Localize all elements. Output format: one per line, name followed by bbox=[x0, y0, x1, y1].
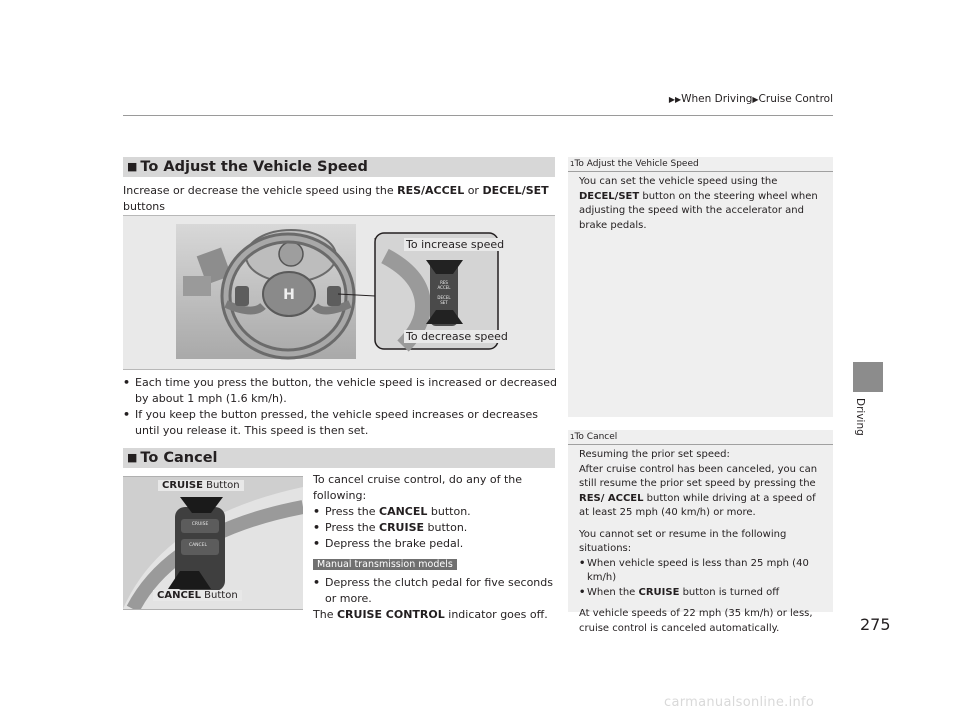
list-item: • Depress the brake pedal. bbox=[313, 536, 558, 552]
text: To Adjust the Vehicle Speed bbox=[574, 159, 699, 169]
chapter-tab-label: Driving bbox=[854, 398, 866, 436]
square-bullet-icon: ■ bbox=[127, 160, 138, 173]
text: RES bbox=[440, 280, 448, 285]
section-heading-cancel bbox=[123, 448, 555, 468]
text: buttons bbox=[123, 200, 166, 213]
text: button is turned off bbox=[679, 586, 780, 598]
list-item bbox=[313, 504, 558, 520]
text: To Cancel bbox=[574, 432, 618, 442]
text: When the bbox=[587, 586, 639, 598]
decel-set-term: DECEL/SET bbox=[482, 184, 549, 197]
text: Press the bbox=[325, 521, 379, 534]
note-ref-icon: 1 bbox=[570, 433, 575, 441]
chapter-tab[interactable] bbox=[853, 362, 883, 392]
list-item bbox=[579, 586, 825, 601]
manual-transmission-badge: Manual transmission models bbox=[313, 559, 457, 570]
text: RES/ ACCEL bbox=[579, 492, 644, 504]
note-bullets bbox=[579, 557, 825, 601]
cancel-steps bbox=[313, 504, 558, 552]
note-title bbox=[568, 157, 833, 171]
text: button. bbox=[427, 505, 471, 518]
text: At vehicle speeds of 22 mph (35 km/h) or less, cruise control is canceled automatically. bbox=[579, 608, 813, 634]
cruise-button-label bbox=[158, 480, 244, 491]
note-body bbox=[568, 445, 833, 636]
header-divider bbox=[123, 115, 833, 116]
breadcrumb bbox=[669, 93, 833, 105]
watermark: carmanualsonline.info bbox=[664, 695, 815, 710]
square-bullet-icon: ■ bbox=[127, 451, 138, 464]
cancel-intro: To cancel cruise control, do any of the following: bbox=[313, 473, 522, 502]
list-item bbox=[313, 520, 558, 536]
text: SET bbox=[440, 300, 448, 305]
text: CANCEL bbox=[157, 590, 201, 601]
text: Button bbox=[201, 590, 238, 601]
arrow-icon: ▶ bbox=[752, 95, 759, 104]
res-accel-term: RES/ACCEL bbox=[397, 184, 465, 197]
list-item: • When vehicle speed is less than 25 mph (40 km/h) bbox=[579, 557, 825, 586]
note-cancel bbox=[568, 430, 833, 634]
text: button while driving at a speed of at least 25 mph (40 km/h) or more. bbox=[579, 492, 816, 518]
cruise-buttons-illustration bbox=[123, 476, 303, 610]
manual-steps bbox=[313, 575, 558, 607]
breadcrumb-item-cruise-control[interactable]: Cruise Control bbox=[758, 93, 833, 105]
text: indicator goes off. bbox=[444, 608, 548, 621]
list-item: • Depress the clutch pedal for five seconds or more. bbox=[313, 575, 558, 607]
list-item: • Each time you press the button, the vehicle speed is increased or decreased by about 1 mph (1.6 km/h). bbox=[123, 375, 563, 407]
text: Increase or decrease the vehicle speed using the bbox=[123, 184, 398, 197]
text: ACCEL bbox=[437, 285, 451, 290]
text: After cruise control has been canceled, you can still resume the prior set speed by pressing the bbox=[579, 463, 818, 489]
note-ref-icon: 1 bbox=[570, 160, 575, 168]
text: button on the steering wheel when adjusting the speed with the accelerator and brake pedals. bbox=[579, 190, 818, 231]
cancel-instructions bbox=[313, 472, 558, 623]
text: DECEL/SET bbox=[579, 190, 640, 202]
text: Press the bbox=[325, 505, 379, 518]
page-number: 275 bbox=[860, 615, 891, 634]
text bbox=[579, 463, 825, 521]
decel-set-button bbox=[437, 295, 451, 305]
increase-speed-label: To increase speed bbox=[406, 238, 505, 251]
note-body bbox=[568, 172, 833, 233]
arrow-icon: ▶▶ bbox=[668, 95, 682, 104]
cancel-result bbox=[313, 607, 558, 623]
section-heading-adjust bbox=[123, 157, 555, 177]
text: DECEL bbox=[437, 295, 451, 300]
section-title: To Cancel bbox=[140, 450, 218, 466]
cancel-button: CANCEL bbox=[188, 543, 208, 548]
note-adjust bbox=[568, 157, 833, 417]
text: Resuming the prior set speed: bbox=[579, 449, 730, 460]
text: You can set the vehicle speed using the bbox=[579, 176, 778, 187]
cruise-button: CRUISE bbox=[191, 522, 209, 527]
text: button. bbox=[424, 521, 468, 534]
section-title: To Adjust the Vehicle Speed bbox=[140, 159, 368, 175]
breadcrumb-item-when-driving[interactable]: When Driving bbox=[681, 93, 753, 105]
adjust-bullets bbox=[123, 375, 563, 439]
text: CRUISE bbox=[638, 586, 680, 598]
text: CANCEL bbox=[379, 505, 428, 518]
text: CRUISE bbox=[379, 521, 425, 534]
text: You cannot set or resume in the following situations: bbox=[579, 528, 787, 554]
text: Button bbox=[202, 480, 240, 491]
text: or bbox=[464, 184, 483, 197]
text: The bbox=[313, 608, 337, 621]
res-accel-button bbox=[437, 280, 451, 290]
list-item: • If you keep the button pressed, the vehicle speed increases or decreases until you release it. This speed is then set. bbox=[123, 407, 563, 439]
cancel-button-label bbox=[153, 590, 242, 601]
text: CRUISE CONTROL bbox=[336, 608, 445, 621]
decrease-speed-label: To decrease speed bbox=[406, 330, 508, 343]
steering-wheel-illustration bbox=[123, 215, 555, 370]
svg-text:H: H bbox=[283, 287, 295, 303]
text: CRUISE bbox=[162, 480, 203, 491]
note-title bbox=[568, 430, 833, 444]
